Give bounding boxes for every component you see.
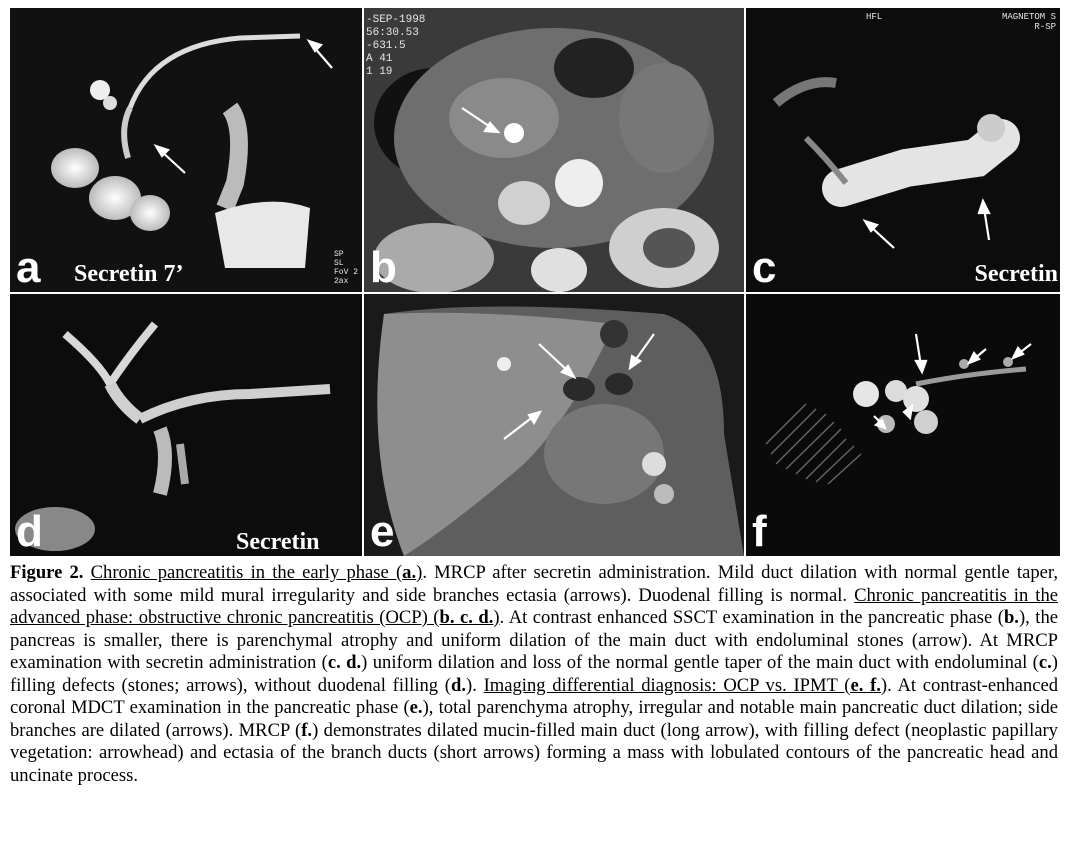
caption-s8: ). [466,674,484,696]
figure-caption [10,562,1058,787]
caption-s7b: d. [451,674,467,696]
panel-f-label: f [752,507,767,556]
panel-e-graphic [364,294,744,556]
panel-a-graphic [10,8,362,292]
caption-s12: ) demonstrates dilated mucin-filled main duct (long arrow), with filling defect (neoplastic papillary vegetation: arrowhead) and ectasia of the branch ducts (short arrows) forming a mass with lobulated contours of the pancreatic head and uncinate process. [10,719,1058,786]
panel-b-label: b [370,243,397,292]
panel-e-mdct-image [364,294,744,556]
panel-d-mrcp-image [10,294,362,556]
caption-s11: ), total parenchyma atrophy, irregular and notable main pancreatic duct dilation; side branches are dilated (arrows). MRCP ( [10,697,1058,741]
panel-c-overlay-right: MAGNETOM S R-SP [1001,12,1056,32]
panel-c-tag: Secretin [974,261,1058,287]
caption-s3: Chronic pancreatitis in the advanced phase: obstructive chronic pancreatitis (OCP) ( [10,584,1058,628]
panel-d-label: d [16,507,43,556]
panel-a-tag: Secretin 7’ [74,261,184,287]
caption-s3b: b. c. d. [439,607,494,628]
caption-s5: ), the pancreas is smaller, there is parenchymal atrophy and uniform dilation of the main duct with endoluminal stones (arrow). At MRCP examination with secretin administration ( [10,607,1058,673]
caption-heading-differential [484,675,888,696]
caption-s1c: ) [416,562,423,583]
caption-s9: Imaging differential diagnosis: OCP vs. IPMT ( [483,674,851,696]
panel-c-label: c [752,243,777,292]
caption-s6: ) uniform dilation and loss of the normal gentle taper of the main duct with endoluminal ( [361,652,1039,673]
caption-s9b: e. f. [850,674,881,696]
caption-heading-early-phase [91,562,423,583]
caption-s9c: ) [880,674,888,696]
panel-b-overlay-text: -SEP-1998 56:30.53 -631.5 A 41 1 19 [366,14,426,78]
panel-d-tag: Secretin [236,529,320,555]
panel-d-graphic [10,294,362,556]
panel-f-mrcp-image [746,294,1060,556]
caption-s1: Chronic pancreatitis in the early phase ( [90,562,403,583]
caption-s7: ) filling defects (stones; arrows), without duodenal filling ( [10,652,1058,696]
caption-figure-number: Figure 2. [10,562,84,583]
caption-s10: . At contrast-enhanced coronal MDCT examination in the pancreatic phase ( [10,674,1059,718]
panel-a-mrcp-image [10,8,362,292]
caption-s4: . At contrast enhanced SSCT examination in the pancreatic phase ( [499,607,1004,628]
panel-e-label: e [370,507,395,556]
figure-grid [10,8,1060,556]
caption-s3c: ) [493,607,500,628]
panel-f-graphic [746,294,1060,556]
caption-s6b: c. [1038,652,1052,673]
caption-s5b: c. d. [327,652,362,673]
caption-s4b: b. [1003,607,1019,628]
panel-a-side-text: SP SL FoV 2 2ax [333,250,358,286]
caption-s1b: a. [402,562,417,583]
panel-c-overlay-left: HFL [866,12,883,22]
caption-s2: . MRCP after secretin administration. Mild duct dilation with normal gentle taper, associated with some mild mural irregularity and side branches ectasia (arrows). Duodenal filling is normal. [10,562,1058,606]
panel-a-label: a [16,243,41,292]
panel-c-mrcp-image [746,8,1060,292]
panel-c-graphic [746,8,1060,292]
panel-b-ct-image [364,8,744,292]
caption-s10b: e. [409,697,423,718]
caption-s11b: f. [301,719,313,741]
